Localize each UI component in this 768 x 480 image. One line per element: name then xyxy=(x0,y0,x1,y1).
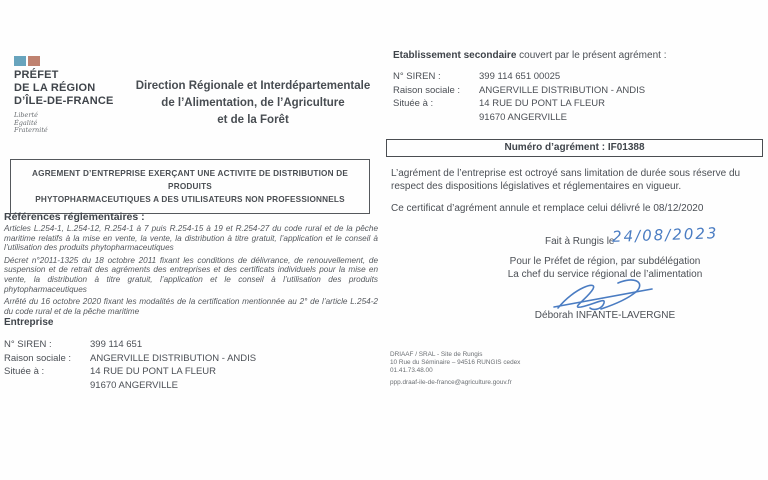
address-city-label xyxy=(393,111,479,125)
raison-sociale-value: ANGERVILLE DISTRIBUTION - ANDIS xyxy=(90,352,257,364)
motto-line2: Égalité xyxy=(14,118,38,127)
prefecture-name-line1: PRÉFET xyxy=(14,69,59,81)
address-city-value: 91670 ANGERVILLE xyxy=(479,111,568,123)
prefecture-logo xyxy=(14,56,124,135)
siren-value: 399 114 651 xyxy=(90,339,143,350)
direction-title-line2: de l’Alimentation, de l’Agriculture xyxy=(161,97,345,109)
french-flag-icon xyxy=(14,56,124,66)
etablissement-heading-bold: Etablissement secondaire xyxy=(393,50,517,61)
address-street-value: 14 RUE DU PONT LA FLEUR xyxy=(90,366,217,377)
delegation-line2: La chef du service régional de l’alimentation xyxy=(507,269,703,280)
address-row xyxy=(393,97,753,111)
etablissement-heading xyxy=(393,50,753,61)
entreprise-heading: Entreprise xyxy=(4,317,54,328)
direction-title-line1: Direction Régionale et Interdépartementale xyxy=(135,80,371,92)
signatory-name: Déborah INFANTE-LAVERGNE xyxy=(534,310,676,321)
regulatory-paragraph-arrete: Arrêté du 16 octobre 2020 fixant les modalités de la certification mentionnée au 2° de l’article L.254-2 du code rural et de la pêche maritime xyxy=(4,297,378,316)
flag-blue-square-icon xyxy=(14,56,26,66)
office-footer xyxy=(390,351,520,387)
etablissement-details xyxy=(393,70,753,124)
address-city-label xyxy=(4,379,90,393)
regulatory-paragraph-articles: Articles L.254-1, L.254-12, R.254-1 à 7 puis R.254-15 à 19 et R.254-27 du code rural et de la pêche maritime relatifs à la mise en vente, la vente, la distribution à titre gratuit, l’application et le conseil à l’utilisation des produits phytopharmaceutiques xyxy=(4,224,378,253)
handwritten-date: 24/08/2023 xyxy=(611,224,719,246)
address-row xyxy=(4,365,364,379)
address-label: Située à : xyxy=(393,98,434,109)
agrement-number-label: Numéro d’agrément : xyxy=(504,142,606,153)
motto-line1: Liberté xyxy=(14,111,38,119)
entreprise-details xyxy=(4,338,364,392)
siren-row xyxy=(4,338,364,352)
regulatory-references xyxy=(4,224,378,319)
delegation-line1: Pour le Préfet de région, par subdélégation xyxy=(509,256,701,267)
raison-sociale-value: ANGERVILLE DISTRIBUTION - ANDIS xyxy=(479,84,646,96)
address-city-row xyxy=(393,111,753,125)
regulatory-references-heading: Références réglementaires : xyxy=(4,211,145,223)
agreement-title-line1: AGREMENT D’ENTREPRISE EXERÇANT UNE ACTIVITE DE DISTRIBUTION DE PRODUITS xyxy=(32,169,348,191)
prefecture-name xyxy=(14,69,124,108)
siren-value: 399 114 651 00025 xyxy=(479,71,561,82)
address-street-value: 14 RUE DU PONT LA FLEUR xyxy=(479,98,606,109)
address-city-row xyxy=(4,379,364,393)
siren-row xyxy=(393,70,753,84)
place-date-label: Fait à Rungis le xyxy=(545,236,615,247)
regulatory-paragraph-decret: Décret n°2011-1325 du 18 octobre 2011 fixant les conditions de délivrance, de renouvellement, de suspension et de retrait des agréments des entreprises et des certificats individuels pour la mise en vente, la distribution à titre gratuit, l’application et le conseil à l’utilisation des produits phytopharmaceutiques xyxy=(4,255,378,294)
raison-sociale-row xyxy=(393,84,753,98)
signature-icon xyxy=(548,276,660,314)
address-city-value: 91670 ANGERVILLE xyxy=(90,379,179,391)
address-label: Située à : xyxy=(4,366,45,377)
agreement-title-line2: PHYTOPHARMACEUTIQUES A DES UTILISATEURS NON PROFESSIONNELS xyxy=(35,195,345,204)
etablissement-heading-rest: couvert par le présent agrément : xyxy=(516,50,667,61)
certificate-replacement-paragraph: Ce certificat d’agrément annule et remplace celui délivré le 08/12/2020 xyxy=(391,203,704,214)
raison-sociale-label: Raison sociale : xyxy=(4,352,72,364)
agrement-duration-paragraph: L’agrément de l’entreprise est octroyé sans limitation de durée sous réserve du respect des dispositions législatives et réglementaires en vigueur. xyxy=(391,168,741,192)
siren-label: N° SIREN : xyxy=(4,339,52,350)
agrement-number-value: IF01388 xyxy=(607,142,645,153)
agreement-title-box xyxy=(10,159,370,214)
siren-label: N° SIREN : xyxy=(393,71,441,82)
flag-red-square-icon xyxy=(28,56,40,66)
prefecture-name-line2: DE LA RÉGION xyxy=(14,82,96,94)
raison-sociale-label: Raison sociale : xyxy=(393,84,461,96)
raison-sociale-row xyxy=(4,352,364,366)
footer-phone-line: 01.41.73.48.00 xyxy=(390,367,433,374)
footer-address-line: 10 Rue du Séminaire – 94516 RUNGIS cedex xyxy=(390,359,521,366)
footer-email-line: ppp.draaf-ile-de-france@agriculture.gouv.fr xyxy=(390,379,512,386)
agrement-number-box xyxy=(386,139,763,157)
direction-title xyxy=(120,78,386,129)
republic-motto xyxy=(14,112,124,135)
direction-title-line3: et de la Forêt xyxy=(217,114,289,126)
motto-line3: Fraternité xyxy=(14,126,48,134)
prefecture-name-line3: D’ÎLE-DE-FRANCE xyxy=(14,95,114,107)
footer-office-line: DRIAAF / SRAL - Site de Rungis xyxy=(390,351,483,358)
